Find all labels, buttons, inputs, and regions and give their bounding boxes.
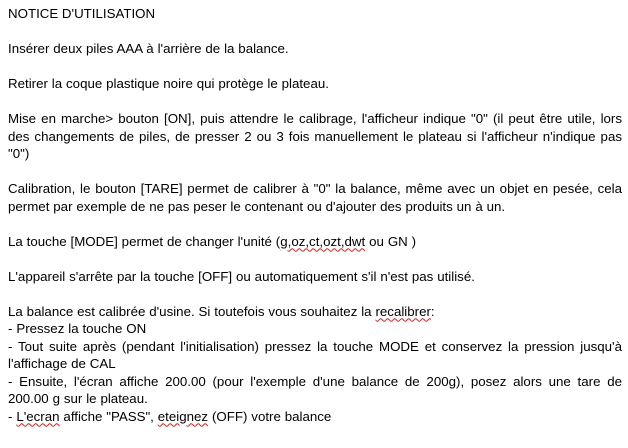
paragraph-remove-cover: Retirer la coque plastique noire qui protège le plateau. xyxy=(8,76,329,91)
spacer xyxy=(8,215,622,233)
spacer xyxy=(8,163,622,181)
paragraph-calibration-tare: Calibration, le bouton [TARE] permet de calibrer à "0" la balance, même avec un objet en pesée, cela permet par exemple de ne pas peser le contenant ou d'ajouter des produits un à un. xyxy=(8,181,622,214)
mode-text-before: La touche [MODE] permet de changer l'unité ( xyxy=(8,233,281,249)
spacer xyxy=(8,250,622,268)
document-title: NOTICE D'UTILISATION xyxy=(8,6,156,21)
list-item-press-mode: - Tout suite après (pendant l'initialisation) pressez la touche MODE et conservez la pression jusqu'à l'affichage de CAL xyxy=(8,338,622,371)
pass-word-ecran: L'ecran xyxy=(16,408,60,424)
recal-text-before: La balance est calibrée d'usine. Si toutefois vous souhaitez la xyxy=(8,303,376,319)
list-item-place-weight: - Ensuite, l'écran affiche 200.00 (pour l'exemple d'une balance de 200g), posez alors une tare de 200.00 g sur le plateau. xyxy=(8,373,622,406)
paragraph-mode-units xyxy=(8,233,622,251)
spacer xyxy=(8,93,622,111)
paragraph-power-off: L'appareil s'arrête par la touche [OFF] ou automatiquement s'il n'est pas utilisé. xyxy=(8,268,475,284)
pass-prefix: - xyxy=(8,408,17,424)
pass-middle: affiche "PASS", xyxy=(59,408,158,424)
paragraph-power-on: Mise en marche> bouton [ON], puis attendre le calibrage, l'afficheur indique "0" (il peut être utile, lors des changements de piles, de presser 2 ou 3 fois manuellement le plateau si l'afficheur n'indique pas "0") xyxy=(8,111,622,161)
pass-after: (OFF) votre balance xyxy=(208,408,332,424)
paragraph-recalibrate-intro xyxy=(8,303,622,321)
list-item-press-on: - Pressez la touche ON xyxy=(8,321,147,336)
spacer xyxy=(8,58,622,76)
recal-text-after: : xyxy=(430,303,435,319)
mode-text-after: ou GN ) xyxy=(365,233,417,249)
spacer xyxy=(8,23,622,41)
list-item-pass xyxy=(8,408,622,426)
spacer xyxy=(8,285,622,303)
recal-word: recalibrer xyxy=(375,303,431,319)
pass-word-eteignez: eteignez xyxy=(157,408,209,424)
units-list: g,oz,ct,ozt,dwt xyxy=(280,233,366,249)
paragraph-batteries: Insérer deux piles AAA à l'arrière de la balance. xyxy=(8,41,289,56)
